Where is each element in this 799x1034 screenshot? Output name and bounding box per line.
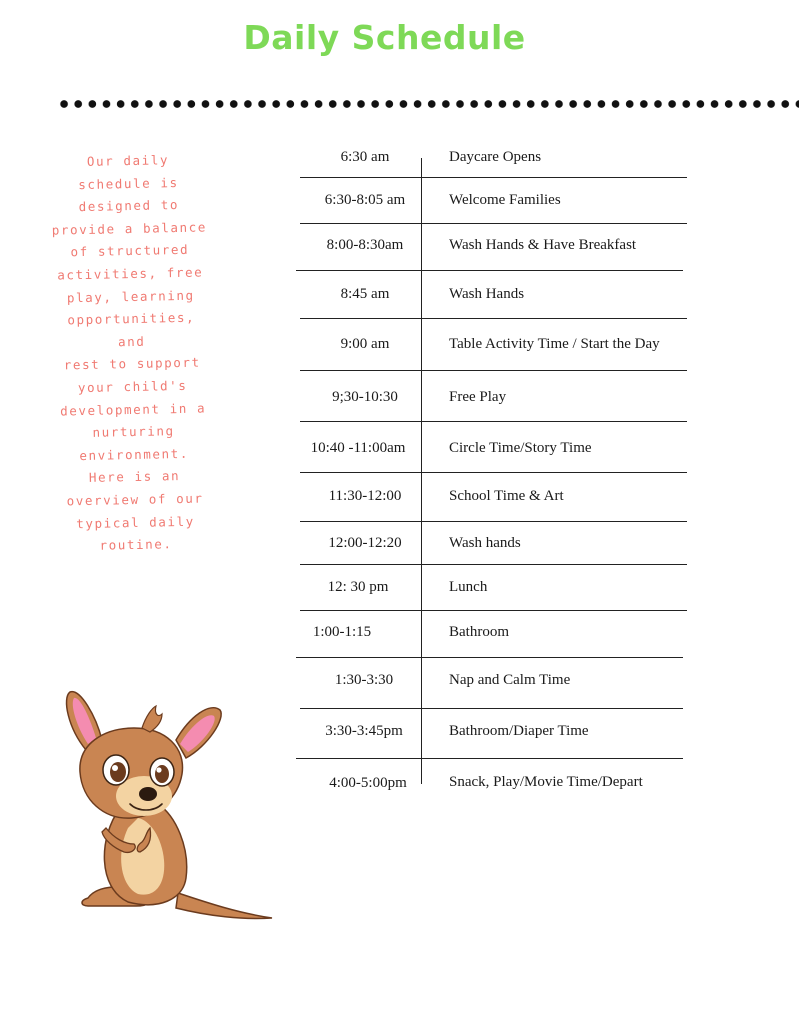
kangaroo-tail bbox=[176, 893, 272, 919]
schedule-activity: Welcome Families bbox=[449, 192, 561, 208]
row-divider bbox=[300, 610, 687, 611]
kangaroo-pupil bbox=[110, 762, 126, 782]
row-divider bbox=[300, 421, 687, 422]
schedule-activity: Daycare Opens bbox=[449, 149, 542, 165]
row-divider bbox=[296, 657, 683, 658]
intro-line: provide a balance bbox=[51, 219, 208, 238]
schedule-time: 6:30 am bbox=[340, 149, 390, 165]
schedule-activity: Bathroom/Diaper Time bbox=[449, 723, 589, 739]
row-divider bbox=[300, 370, 687, 371]
intro-line: Here is an bbox=[88, 468, 181, 486]
intro-line: of structured bbox=[70, 242, 190, 260]
schedule-activity: Nap and Calm Time bbox=[449, 672, 571, 688]
schedule-time: 4:00-5:00pm bbox=[329, 775, 407, 791]
schedule-time: 1:30-3:30 bbox=[334, 672, 394, 688]
schedule-activity: Free Play bbox=[449, 389, 507, 405]
kangaroo-nose bbox=[139, 787, 157, 801]
schedule-activity: Wash hands bbox=[449, 535, 521, 551]
intro-line: development in a bbox=[60, 399, 207, 419]
row-divider bbox=[300, 521, 687, 522]
intro-text bbox=[48, 148, 216, 558]
row-divider bbox=[296, 270, 683, 271]
schedule-time: 6:30-8:05 am bbox=[324, 192, 406, 208]
intro-line: designed to bbox=[78, 197, 180, 215]
row-divider bbox=[300, 472, 687, 473]
intro-line: routine. bbox=[99, 536, 173, 553]
page-title: Daily Schedule bbox=[243, 18, 526, 57]
schedule-time: 1:00-1:15 bbox=[312, 624, 372, 640]
row-divider bbox=[296, 758, 683, 759]
intro-line: Our daily bbox=[86, 152, 170, 169]
kangaroo-tuft bbox=[142, 706, 162, 732]
schedule-activity: Table Activity Time / Start the Day bbox=[449, 336, 660, 352]
intro-line: play, learning bbox=[66, 287, 195, 305]
schedule-time: 12:00-12:20 bbox=[328, 535, 402, 551]
kangaroo-pupil bbox=[155, 765, 169, 783]
schedule-time: 8:00-8:30am bbox=[326, 237, 404, 253]
schedule-activity: Wash Hands & Have Breakfast bbox=[449, 237, 637, 253]
intro-line: opportunities, and bbox=[67, 309, 196, 350]
schedule-time: 11:30-12:00 bbox=[328, 488, 402, 504]
intro-line: nurturing bbox=[92, 423, 175, 440]
schedule-time: 8:45 am bbox=[340, 286, 390, 302]
row-divider bbox=[300, 177, 687, 178]
row-divider bbox=[300, 223, 687, 224]
schedule-time: 12: 30 pm bbox=[327, 579, 389, 595]
schedule-activity: Bathroom bbox=[449, 624, 509, 640]
schedule-time: 10:40 -11:00am bbox=[310, 440, 406, 456]
schedule-activity: School Time & Art bbox=[449, 488, 564, 504]
intro-line: overview of our bbox=[66, 490, 204, 509]
intro-line: environment. bbox=[79, 445, 190, 463]
row-divider bbox=[300, 708, 683, 709]
schedule-activity: Lunch bbox=[449, 579, 488, 595]
row-divider bbox=[300, 564, 687, 565]
intro-line: schedule is bbox=[78, 174, 179, 192]
row-divider bbox=[300, 318, 687, 319]
schedule-activity: Circle Time/Story Time bbox=[449, 440, 592, 456]
dotted-divider bbox=[57, 99, 799, 109]
kangaroo-illustration bbox=[58, 688, 278, 928]
intro-line: your child's bbox=[77, 377, 188, 396]
intro-line: typical daily bbox=[76, 513, 195, 531]
schedule-time: 3:30-3:45pm bbox=[325, 723, 403, 739]
schedule-time: 9;30-10:30 bbox=[332, 389, 398, 405]
schedule-activity: Snack, Play/Movie Time/Depart bbox=[449, 774, 643, 790]
intro-line: rest to support bbox=[63, 354, 201, 373]
schedule-activity: Wash Hands bbox=[449, 286, 525, 302]
intro-line: activities, free bbox=[57, 264, 204, 283]
schedule-time: 9:00 am bbox=[340, 336, 390, 352]
